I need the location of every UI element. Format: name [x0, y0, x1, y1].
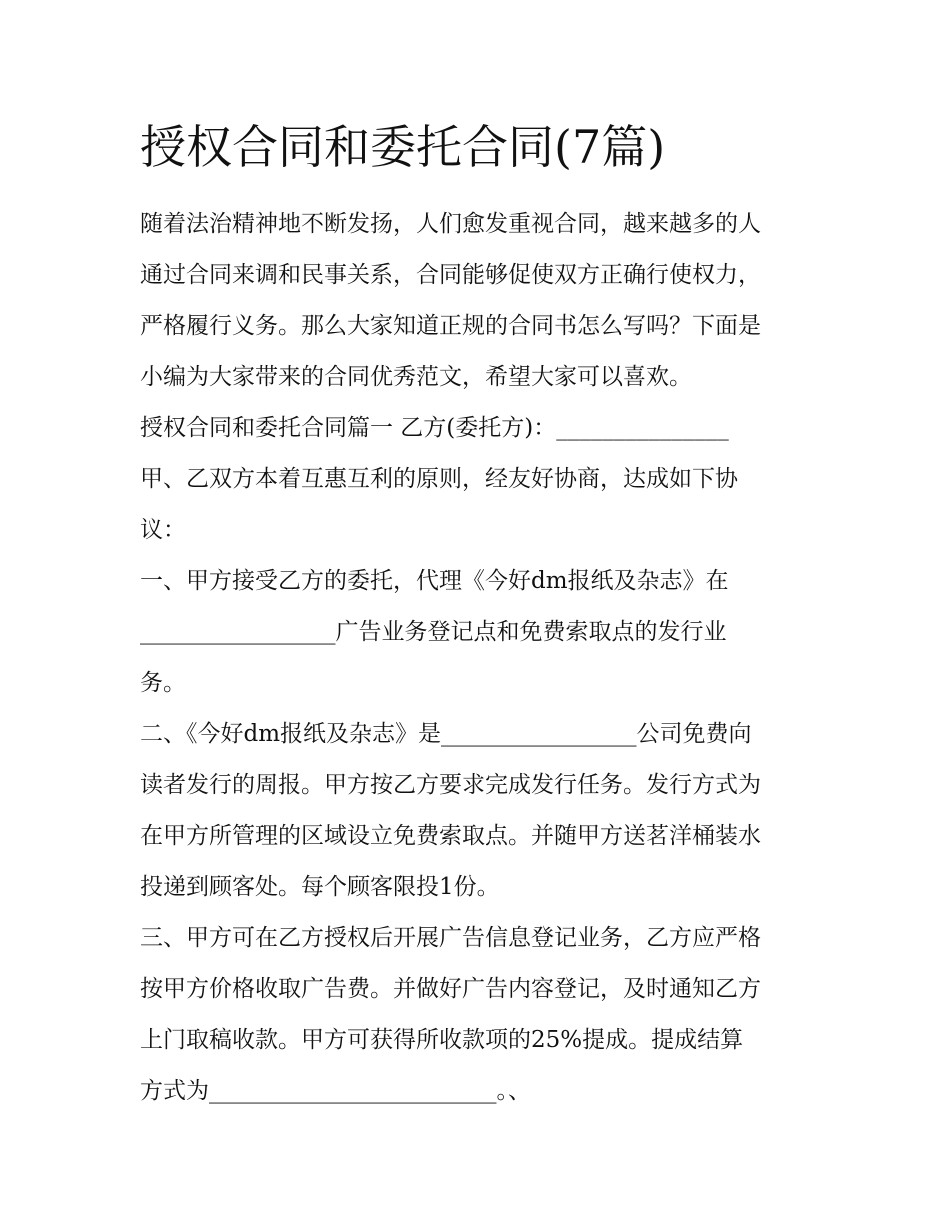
text-line: 议： — [140, 517, 186, 543]
text-line: 按甲方价格收取广告费。并做好广告内容登记，及时通知乙方 — [140, 976, 761, 1002]
text-line: 随着法治精神地不断发扬，人们愈发重视合同，越来越多的人 — [140, 211, 761, 237]
document-page — [140, 115, 830, 1117]
text-line: 一、甲方接受乙方的委托，代理《今好dm报纸及杂志》在 — [140, 568, 729, 594]
text-line: 读者发行的周报。甲方按乙方要求完成发行任务。发行方式为 — [140, 772, 761, 798]
text-line: 投递到顾客处。每个顾客限投1份。 — [140, 874, 500, 900]
text-line: 二、《今好dm报纸及杂志》是_________________公司免费向 — [140, 721, 752, 747]
text-line: 在甲方所管理的区域设立免费索取点。并随甲方送茗洋桶装水 — [140, 823, 761, 849]
text-line: 授权合同和委托合同篇一 乙方(委托方)：_______________ — [140, 415, 729, 441]
document-title: 授权合同和委托合同(7篇) — [140, 120, 666, 174]
text-line: 三、甲方可在乙方授权后开展广告信息登记业务，乙方应严格 — [140, 925, 761, 951]
text-line: 严格履行义务。那么大家知道正规的合同书怎么写吗？下面是 — [140, 313, 761, 339]
text-line: 小编为大家带来的合同优秀范文，希望大家可以喜欢。 — [140, 364, 692, 390]
text-line: 务。 — [140, 670, 186, 696]
text-line: _________________广告业务登记点和免费索取点的发行业 — [140, 619, 727, 645]
text-line: 方式为_________________________。、 — [140, 1078, 531, 1104]
text-line: 上门取稿收款。甲方可获得所收款项的25%提成。提成结算 — [140, 1027, 744, 1053]
text-line: 通过合同来调和民事关系，合同能够促使双方正确行使权力， — [140, 262, 761, 288]
text-line: 甲、乙双方本着互惠互利的原则，经友好协商，达成如下协 — [140, 466, 738, 492]
